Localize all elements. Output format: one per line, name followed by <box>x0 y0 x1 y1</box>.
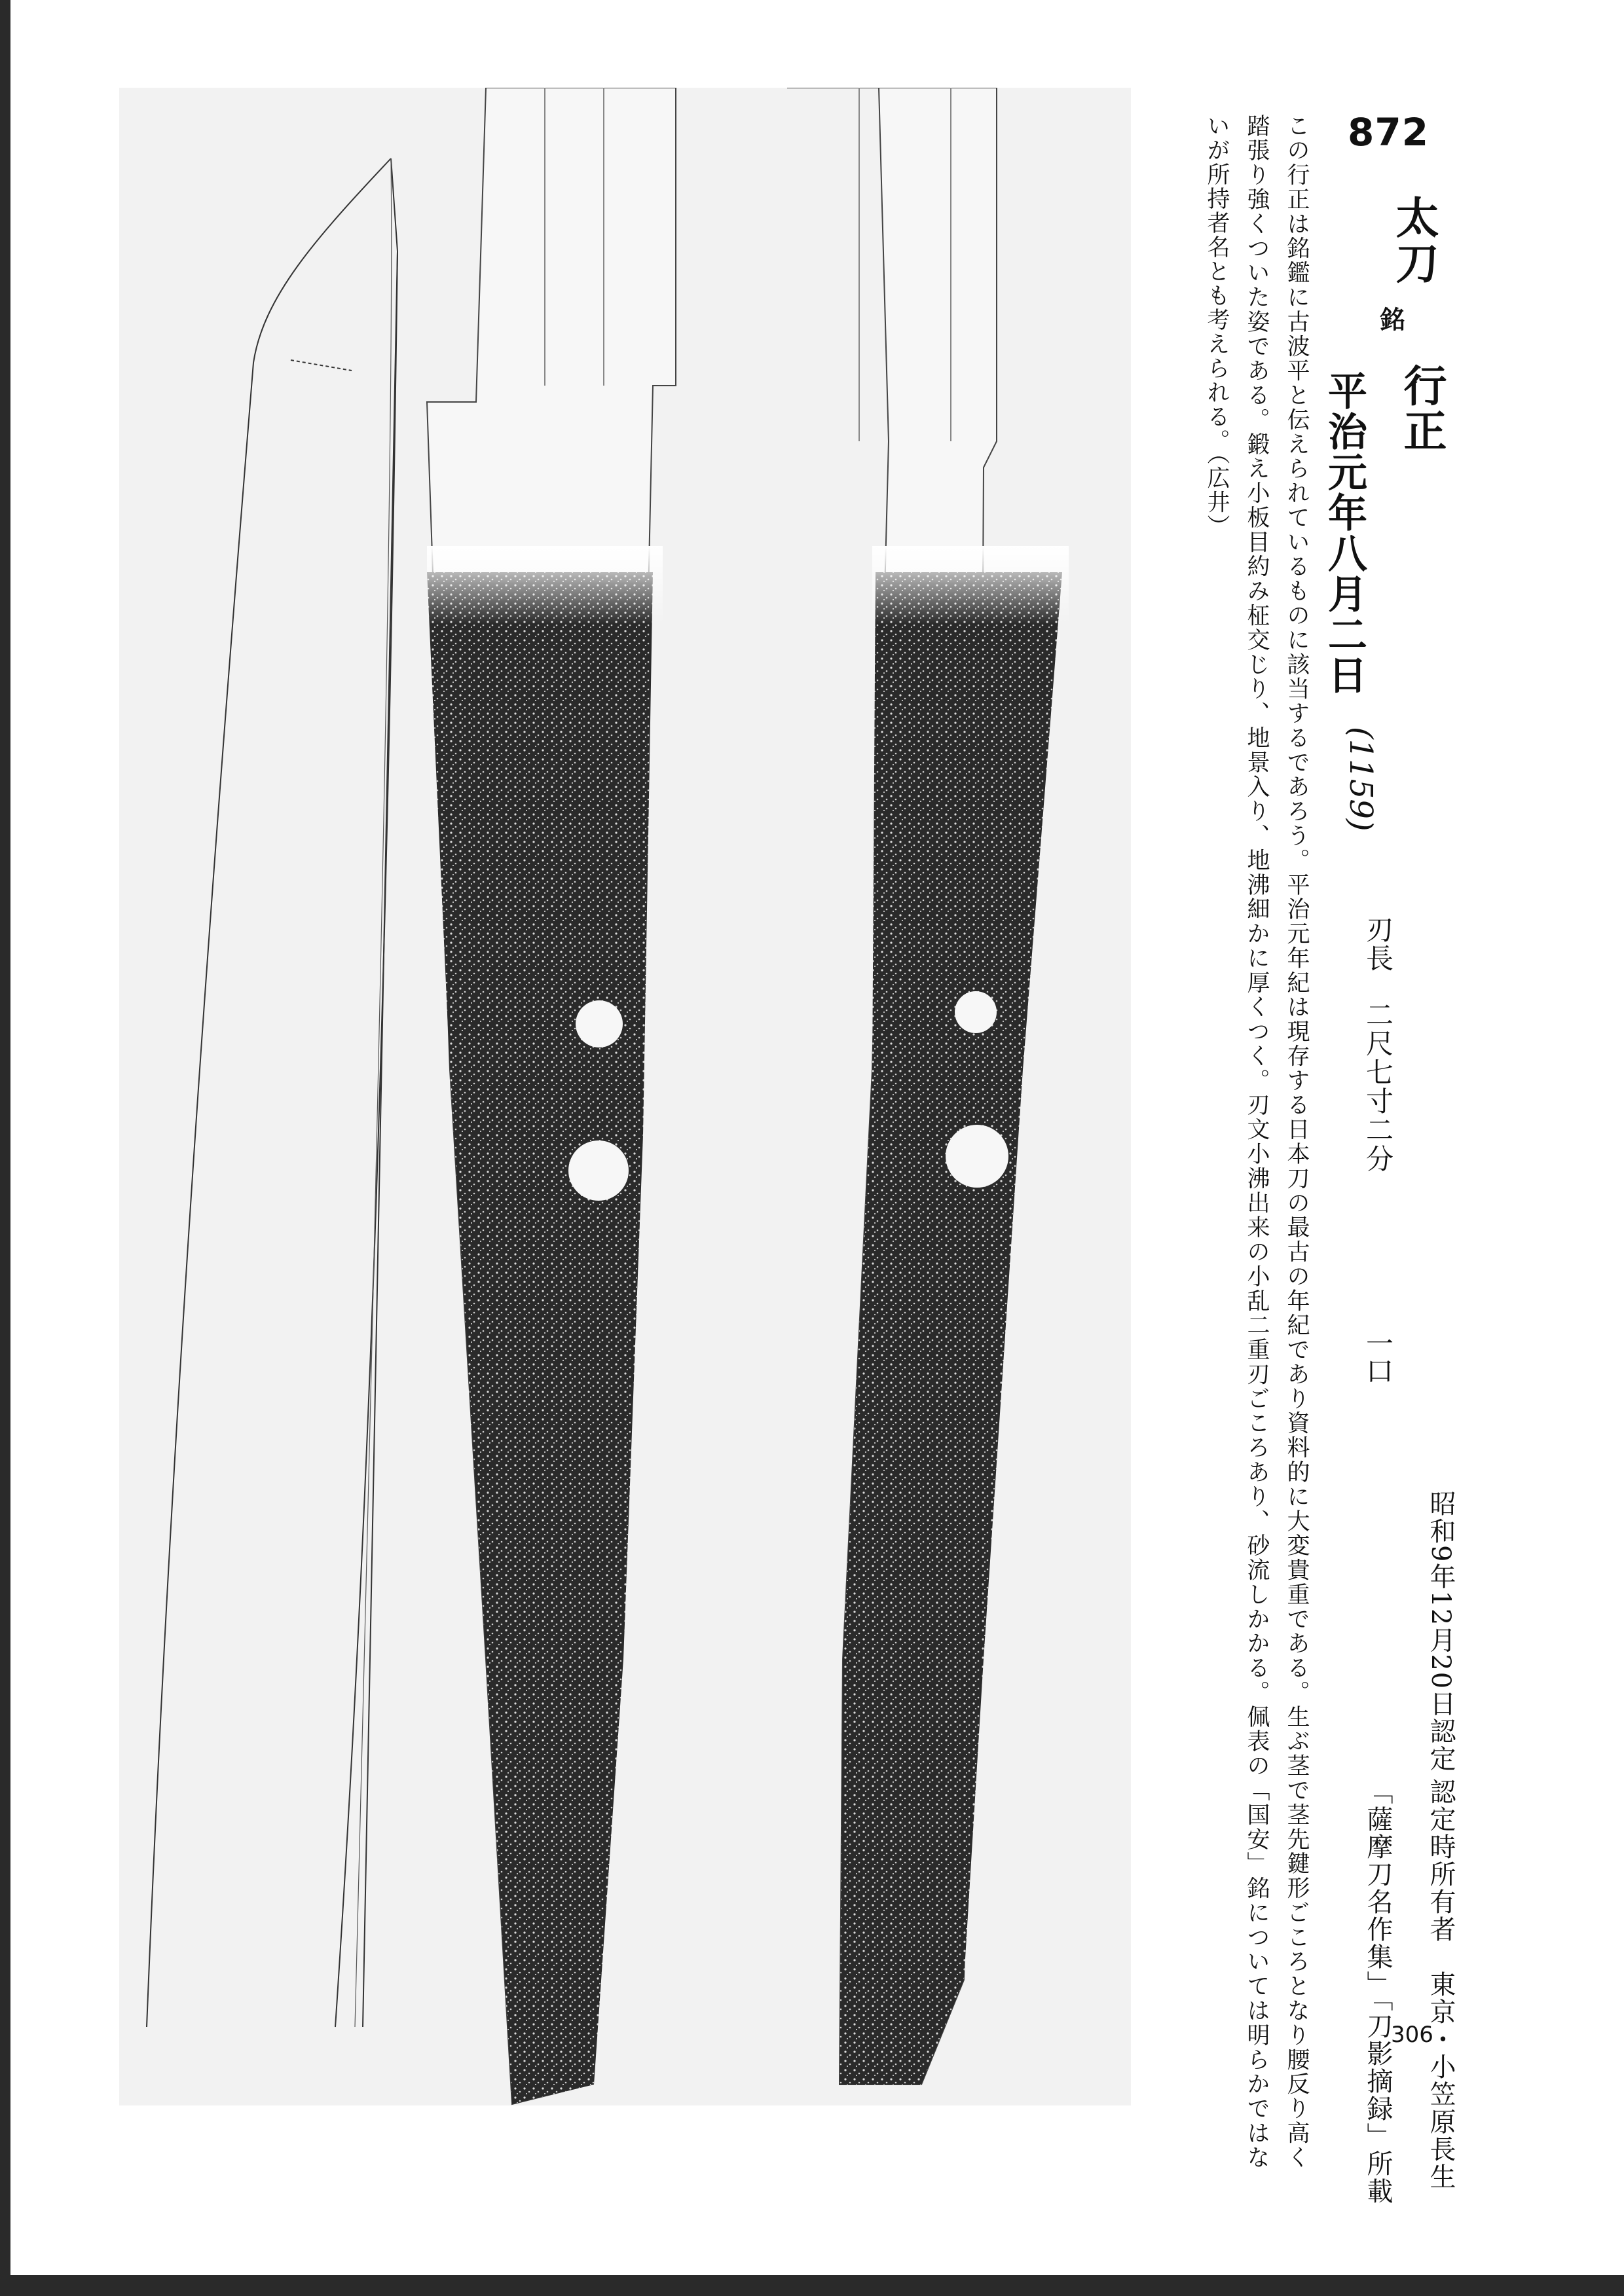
published-in: 「薩摩刀名作集」「刀影摘録」所載 <box>1363 1778 1393 2205</box>
certification-date: 昭和9年12月20日認定 <box>1426 1490 1456 1773</box>
scan-edge-bottom <box>0 2275 1624 2296</box>
blade-outline <box>147 158 397 2027</box>
entry-number: 872 <box>1348 110 1430 155</box>
oshigata-illustration <box>119 88 1131 2105</box>
scan-edge-left <box>0 0 10 2296</box>
blade-length-label: 刃長 <box>1362 915 1394 973</box>
item-type: 太刀 <box>1388 195 1439 287</box>
mei-value: 行正 <box>1396 363 1447 454</box>
mei-label: 銘 <box>1376 306 1405 331</box>
tang-rubbing-right <box>787 88 1069 2085</box>
western-year: (1159) <box>1342 727 1379 831</box>
inscription-date: 平治元年八月二日 <box>1321 371 1367 695</box>
tang-rubbing-left <box>427 88 676 2104</box>
blade-length-value: 二尺七寸二分 <box>1362 1000 1394 1173</box>
owner-at-certification: 認定時所有者 東京・小笠原長生 <box>1426 1778 1456 2191</box>
commentary-text: この行正は銘鑑に古波平と伝えられているものに該当するであろう。平治元年紀は現存する日本刀の最古の年紀であり資料的に大変貴重である。生ぶ茎で茎先鍵形ごころとなり腰反り高く踏張り強くついた姿である。鍛え小板目約み柾交じり、地景入り、地沸細かに厚くつく。刃文小沸出来の小乱二重刃ごころあり、砂流しかかる。佩表の「国安」銘については明らかではないが所持者名とも考えられる。（広井） <box>1204 114 1310 2170</box>
page-number: 306 <box>1391 2022 1433 2048</box>
oshigata-plate <box>119 88 1131 2105</box>
item-count: 一口 <box>1362 1329 1394 1384</box>
